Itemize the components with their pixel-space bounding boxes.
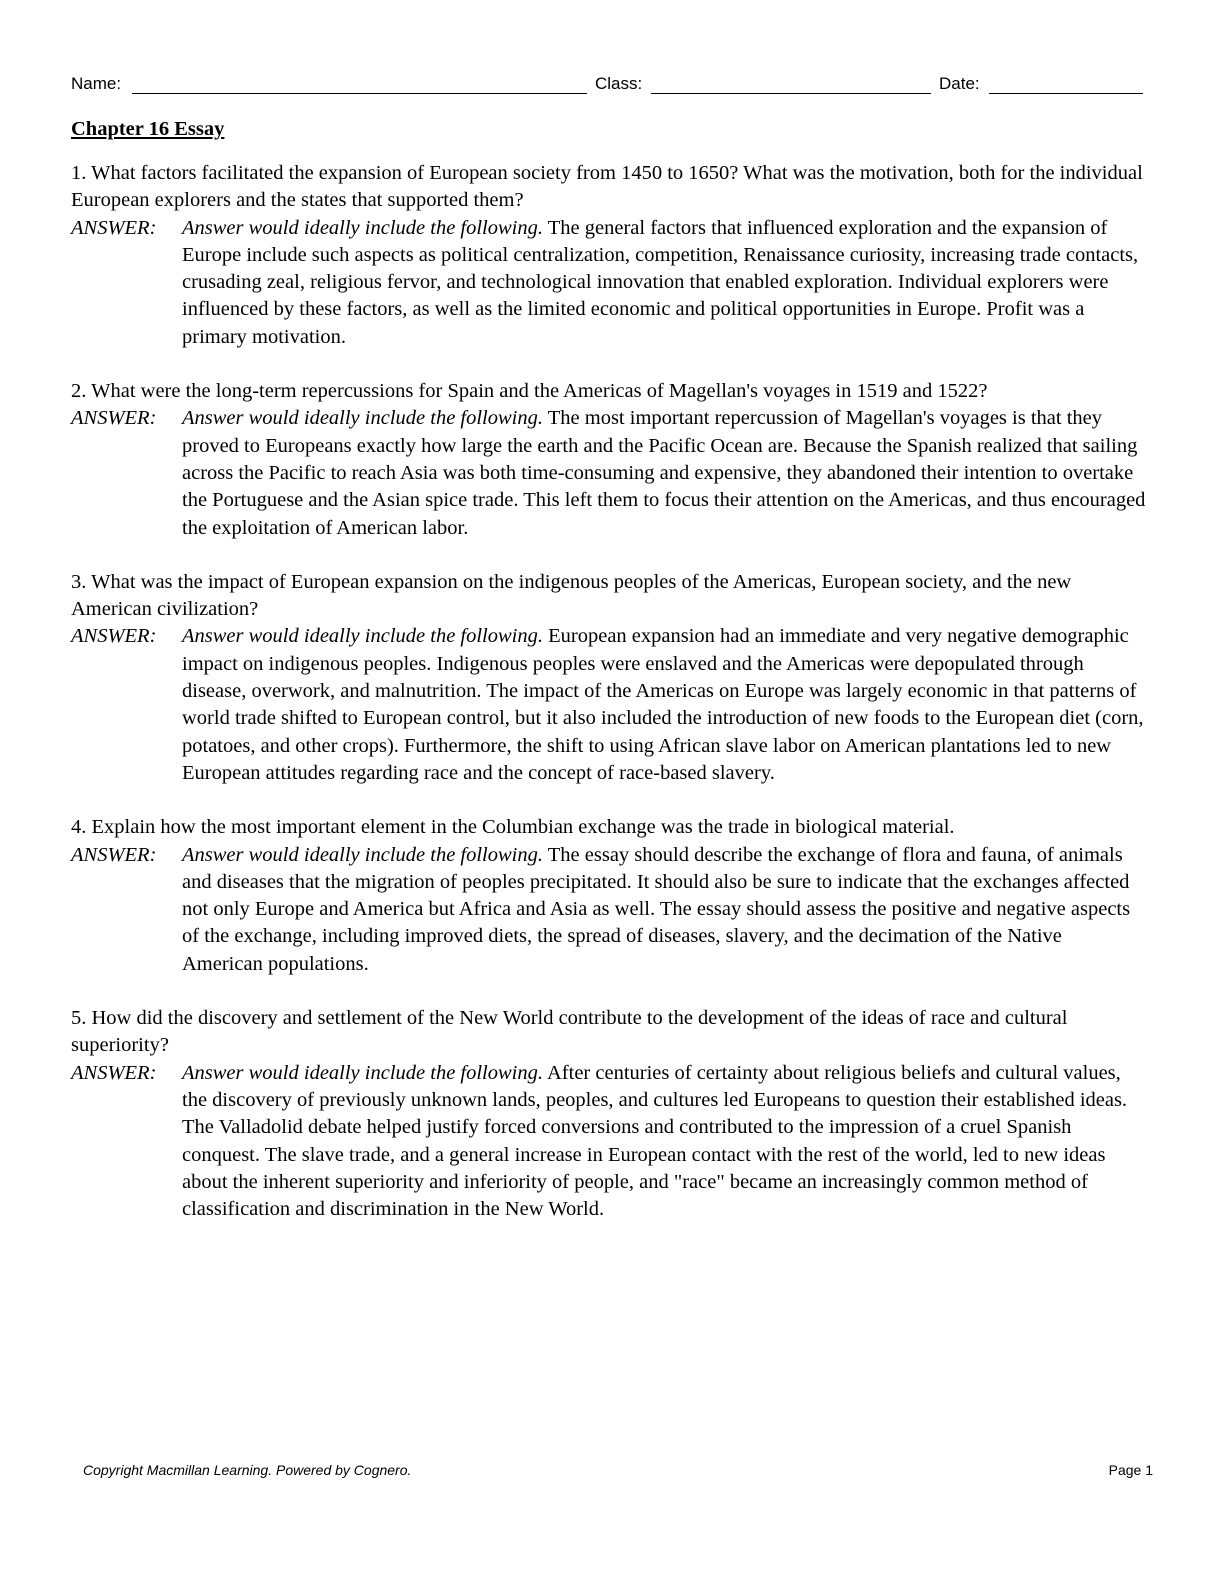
- name-label: Name:: [71, 74, 122, 93]
- answer-text: [71, 842, 1146, 978]
- question-block: [71, 378, 1146, 542]
- answer-text: [71, 623, 1146, 787]
- question-text: 4. Explain how the most important element in the Columbian exchange was the trade in biological material.: [71, 816, 955, 839]
- question-block: [71, 814, 1146, 978]
- answer-lead: Answer would ideally include the following.: [182, 1061, 543, 1084]
- question-block: [71, 160, 1146, 351]
- question-text: 2. What were the long-term repercussions for Spain and the Americas of Magellan's voyages in 1519 and 1522?: [71, 380, 988, 403]
- answer-lead: Answer would ideally include the following.: [182, 625, 543, 648]
- answer-label: ANSWER:: [71, 1061, 157, 1084]
- student-info-header: [71, 72, 1143, 98]
- date-blank-line: [989, 93, 1143, 94]
- answer-body: European expansion had an immediate and very negative demographic impact on indigenous peoples. Indigenous peoples were enslaved and the Americas were depopulated through disease, overwork, and malnutrition. The impact of the Americas on Europe was largely economic in that patterns of world trade shifted to European control, but it also included the introduction of new foods to the European diet (corn, potatoes, and other crops). Furthermore, the shift to using African slave labor on American plantations led to new European attitudes regarding race and the concept of race-based slavery.: [182, 625, 1144, 784]
- date-label: Date:: [939, 74, 980, 93]
- name-blank-line: [132, 93, 587, 94]
- answer-lead: Answer would ideally include the following.: [182, 407, 543, 430]
- answer-lead: Answer would ideally include the following.: [182, 843, 543, 866]
- essay-questions: [71, 160, 1146, 1250]
- answer-label: ANSWER:: [71, 407, 157, 430]
- answer-lead: Answer would ideally include the following.: [182, 216, 543, 239]
- answer-text: [71, 1060, 1146, 1224]
- answer-text: [71, 215, 1146, 351]
- question-block: [71, 1005, 1146, 1223]
- question-block: [71, 569, 1146, 787]
- answer-body: The essay should describe the exchange of flora and fauna, of animals and diseases that the migration of peoples precipitated. It should also be sure to indicate that the exchanges affected not only Europe and America but Africa and Asia as well. The essay should assess the positive and negative aspects of the exchange, including improved diets, the spread of diseases, slavery, and the decimation of the Native American populations.: [182, 843, 1131, 975]
- answer-body: After centuries of certainty about religious beliefs and cultural values, the discovery of previously unknown lands, peoples, and cultures led Europeans to question their established ideas. The Valladolid debate helped justify forced conversions and contributed to the impression of a cruel Spanish conquest. The slave trade, and a general increase in European contact with the rest of the world, led to new ideas about the inherent superiority and inferiority of people, and "race" became an increasingly common method of classification and discrimination in the New World.: [182, 1061, 1128, 1221]
- page-title: Chapter 16 Essay: [71, 118, 225, 140]
- class-label: Class:: [595, 74, 643, 93]
- page-number: Page 1: [1108, 1462, 1153, 1478]
- question-text: 3. What was the impact of European expansion on the indigenous peoples of the Americas, European society, and the new American civilization?: [71, 570, 1072, 621]
- answer-label: ANSWER:: [71, 625, 157, 648]
- answer-label: ANSWER:: [71, 843, 157, 866]
- answer-body: The general factors that influenced exploration and the expansion of Europe include such aspects as political centralization, competition, Renaissance curiosity, increasing trade contacts, crusading zeal, religious fervor, and technological innovation that enabled exploration. Individual explorers were influenced by these factors, as well as the limited economic and political opportunities in Europe. Profit was a primary motivation.: [182, 216, 1139, 348]
- copyright-footer: Copyright Macmillan Learning. Powered by Cognero.: [83, 1462, 412, 1478]
- question-text: 5. How did the discovery and settlement of the New World contribute to the development of the ideas of race and cultural superiority?: [71, 1007, 1068, 1057]
- answer-body: The most important repercussion of Magellan's voyages is that they proved to Europeans exactly how large the earth and the Pacific Ocean are. Because the Spanish realized that sailing across the Pacific to reach Asia was both time-consuming and expensive, they abandoned their intention to overtake the Portuguese and the Asian spice trade. This left them to focus their attention on the Americas, and thus encouraged the exploitation of American labor.: [182, 407, 1146, 539]
- answer-text: [71, 405, 1146, 541]
- class-blank-line: [651, 93, 931, 94]
- answer-label: ANSWER:: [71, 216, 157, 239]
- question-text: 1. What factors facilitated the expansion of European society from 1450 to 1650? What was the motivation, both for the individual European explorers and the states that supported them?: [71, 162, 1143, 212]
